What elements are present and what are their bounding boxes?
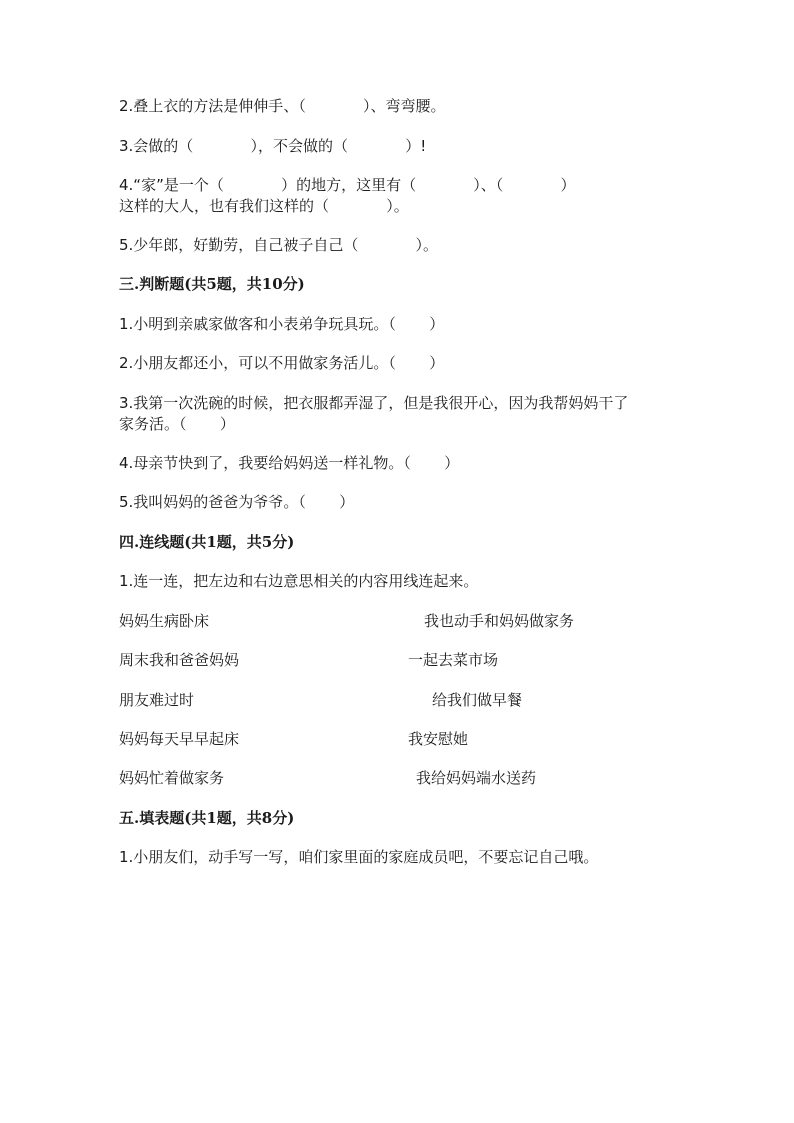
table-question-1: 1.小朋友们，动手写一写，咱们家里面的家庭成员吧，不要忘记自己哦。 xyxy=(119,848,599,866)
match-left-item: 妈妈每天早早起床 xyxy=(119,730,240,748)
match-right-item: 我也动手和妈妈做家务 xyxy=(424,612,575,630)
section-3-heading: 三.判断题(共5题，共10分) xyxy=(119,275,305,293)
section-4-heading: 四.连线题(共1题，共5分) xyxy=(119,533,295,551)
judge-question-4: 4.母亲节快到了，我要给妈妈送一样礼物。（ ） xyxy=(119,454,460,472)
fill-blank-question-4-line-2: 这样的大人，也有我们这样的（ ）。 xyxy=(119,197,409,215)
match-left-item: 妈妈忙着做家务 xyxy=(119,769,225,787)
fill-blank-question-4-line-1: 4.“家”是一个（ ）的地方，这里有（ ）、（ ） xyxy=(119,176,576,194)
section-5-heading: 五.填表题(共1题，共8分) xyxy=(119,809,295,827)
judge-question-3-line-1: 3.我第一次洗碗的时候，把衣服都弄湿了，但是我很开心，因为我帮妈妈干了 xyxy=(119,394,629,412)
judge-question-3-line-2: 家务活。（ ） xyxy=(119,415,235,433)
judge-question-1: 1.小明到亲戚家做客和小表弟争玩具玩。（ ） xyxy=(119,315,445,333)
judge-question-2: 2.小朋友都还小，可以不用做家务活儿。（ ） xyxy=(119,354,445,372)
fill-blank-question-5: 5.少年郎，好勤劳，自己被子自己（ ）。 xyxy=(119,236,439,254)
match-left-item: 妈妈生病卧床 xyxy=(119,612,210,630)
match-right-item: 我给妈妈端水送药 xyxy=(416,769,537,787)
fill-blank-question-3: 3.会做的（ ），不会做的（ ）! xyxy=(119,137,427,155)
match-right-item: 给我们做早餐 xyxy=(432,691,523,709)
match-left-item: 朋友难过时 xyxy=(119,691,195,709)
match-right-item: 一起去菜市场 xyxy=(408,651,499,669)
fill-blank-question-2: 2.叠上衣的方法是伸伸手、（ ）、弯弯腰。 xyxy=(119,97,446,115)
match-right-item: 我安慰她 xyxy=(408,730,469,748)
match-left-item: 周末我和爸爸妈妈 xyxy=(119,651,240,669)
matching-question-1: 1.连一连，把左边和右边意思相关的内容用线连起来。 xyxy=(119,572,479,590)
judge-question-5: 5.我叫妈妈的爸爸为爷爷。（ ） xyxy=(119,493,355,511)
